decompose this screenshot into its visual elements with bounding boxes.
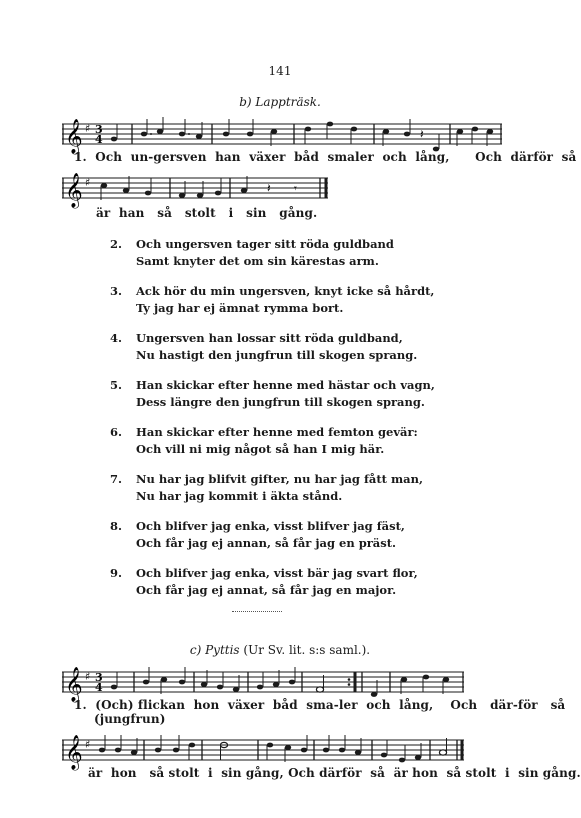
- sharp-icon: ♯: [85, 122, 91, 135]
- stanza: 7. Nu har jag blifvit gifter, nu har jag fått man, Nu har jag kommit i äkta stånd.: [110, 472, 423, 503]
- stanza: 8. Och blifver jag enka, visst blifver jag fäst, Och får jag ej annan, så får jag en präst.: [110, 519, 405, 550]
- notes-c-2: [99, 735, 447, 762]
- sharp-icon: ♯: [85, 738, 91, 751]
- treble-clef-icon: 𝄞: [65, 173, 83, 208]
- sharp-icon: ♯: [85, 670, 91, 683]
- section-c-title: c) Pyttis (Ur Sv. lit. s:s saml.).: [189, 643, 371, 657]
- section-divider: [232, 611, 282, 612]
- music-staff-b-2: [62, 170, 332, 210]
- treble-clef-icon: 𝄞: [65, 735, 83, 770]
- stanza: 5. Han skickar efter henne med hästar och vagn, Dess längre den jungfrun till skogen sprang.: [110, 378, 435, 409]
- svg-text:4: 4: [95, 681, 103, 694]
- page-number: 141: [268, 64, 292, 78]
- stanza: 2. Och ungersven tager sitt röda guldband Samt knyter det om sin kärestas arm.: [110, 237, 394, 268]
- treble-clef-icon: 𝄞: [65, 119, 83, 154]
- lyric-b-line2: är han så stolt i sin gång.: [96, 206, 318, 220]
- lyric-c-line2: är hon så stolt i sin gång, Och därför så är hon så stolt i sin gång.: [88, 766, 581, 780]
- treble-clef-icon: 𝄞: [65, 667, 83, 702]
- eighth-rest-icon: 𝄾: [294, 182, 297, 195]
- lyric-c-line1: 1. (Och) flickan hon växer båd sma-ler och lång, Och där-för så: [74, 698, 566, 712]
- stanza: 6. Han skickar efter henne med femton gevär: Och vill ni mig något så han I mig här.: [110, 425, 418, 456]
- sharp-icon: ♯: [85, 176, 91, 189]
- svg-text:3: 3: [95, 123, 103, 136]
- lyric-c-line1-alt: (jungfrun): [94, 712, 166, 726]
- rest-icon: 𝄽: [420, 127, 424, 141]
- stanza: 3. Ack hör du min ungersven, knyt icke så hårdt, Ty jag har ej ämnat rymma bort.: [110, 284, 435, 315]
- stanza: 9. Och blifver jag enka, visst bär jag svart flor, Och får jag ej annat, så får jag en major.: [110, 566, 418, 597]
- lyric-b-line1: 1. Och un-gersven han växer båd smaler och lång, Och därför så: [74, 150, 577, 164]
- svg-text:3: 3: [95, 671, 103, 684]
- stanza: 4. Ungersven han lossar sitt röda guldband, Nu hastigt den jungfrun till skogen sprang.: [110, 331, 418, 362]
- svg-text:4: 4: [95, 133, 103, 146]
- section-b-title: b) Lappträsk.: [239, 95, 321, 109]
- stanza-list: [110, 236, 490, 612]
- rest-icon: 𝄽: [267, 181, 271, 195]
